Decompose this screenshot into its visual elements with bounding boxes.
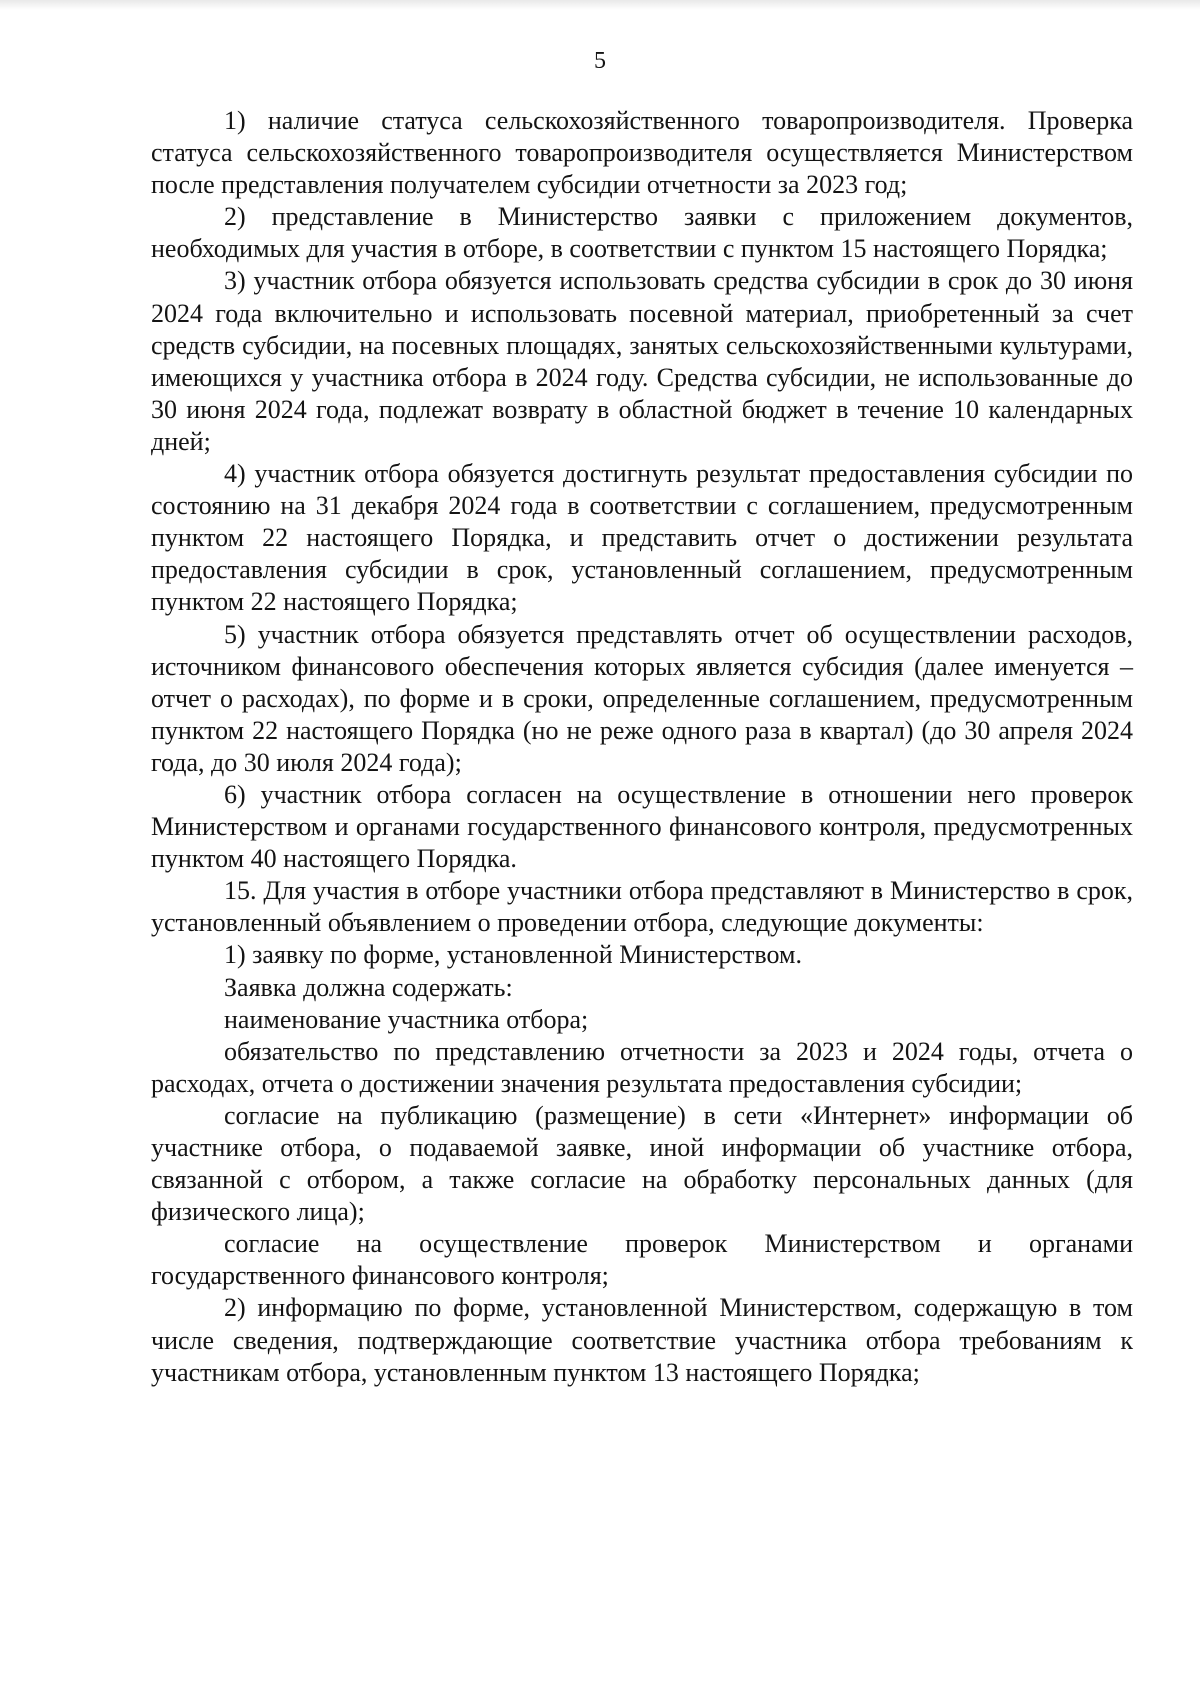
paragraph-reporting-obligation: обязательство по представлению отчетности за 2023 и 2024 годы, отчета о расходах, отчета о достижении значения результата предоставления субсидии; [151,1036,1133,1098]
paragraph-doc-2: 2) информацию по форме, установленной Министерством, содержащую в том числе сведения, подтверждающие соответствие участника отбора требованиям к участникам отбора, установленным пунктом 13 настоящего Порядка; [151,1293,1133,1387]
paragraph-section-15: 15. Для участия в отборе участники отбора представляют в Министерство в срок, установленный объявлением о проведении отбора, следующие документы: [151,876,1133,938]
paragraph-item-1: 1) наличие статуса сельскохозяйственного товаропроизводителя. Проверка статуса сельскохозяйственного товаропроизводителя осуществляется Министерством после представления получателем субсидии отчетности за 2023 год; [151,106,1133,200]
paragraph-item-6: 6) участник отбора согласен на осуществление в отношении него проверок Министерством и органами государственного финансового контроля, предусмотренных пунктом 40 настоящего Порядка. [151,779,1133,874]
paragraph-item-2: 2) представление в Министерство заявки с приложением документов, необходимых для участия в отборе, в соответствии с пунктом 15 настоящего Порядка; [151,202,1133,264]
paragraph-doc-1: 1) заявку по форме, установленной Министерством. [224,940,802,970]
page-number: 5 [594,48,606,74]
paragraph-item-3: 3) участник отбора обязуется использовать средства субсидии в срок до 30 июня 2024 года включительно и использовать посевной материал, приобретенный за счет средств субсидии, на посевных площадях, занятых сельскохозяйственными культурами, имеющихся у участника отбора в 2024 году. Средства субсидии, не использованные до 30 июня 2024 года, подлежат возврату в областной бюджет в течение 10 календарных дней; [151,266,1133,456]
paragraph-item-5: 5) участник отбора обязуется представлять отчет об осуществлении расходов, источником финансового обеспечения которых является субсидия (далее именуется – отчет о расходах), по форме и в сроки, определенные соглашением, предусмотренным пунктом 22 настоящего Порядка (но не реже одного раза в квартал) (до 30 апреля 2024 года, до 30 июля 2024 года); [151,619,1133,777]
paragraph-publication-consent: согласие на публикацию (размещение) в сети «Интернет» информации об участнике отбора, о подаваемой заявке, иной информации об участнике отбора, связанной с отбором, а также согласие на обработку персональных данных (для физического лица); [151,1100,1133,1227]
paragraph-inspection-consent: согласие на осуществление проверок Министерством и органами государственного финансового контроля; [151,1229,1133,1291]
paragraph-item-4: 4) участник отбора обязуется достигнуть результат предоставления субсидии по состоянию на 31 декабря 2024 года в соответствии с соглашением, предусмотренным пунктом 22 настоящего Порядка, и представить отчет о достижении результата предоставления субсидии в срок, установленный соглашением, предусмотренным пунктом 22 настоящего Порядка; [151,459,1133,617]
document-body [151,105,1133,1389]
scan-edge [0,0,1200,10]
paragraph-participant-name: наименование участника отбора; [224,1004,589,1034]
paragraph-application-contents: Заявка должна содержать: [224,972,513,1002]
